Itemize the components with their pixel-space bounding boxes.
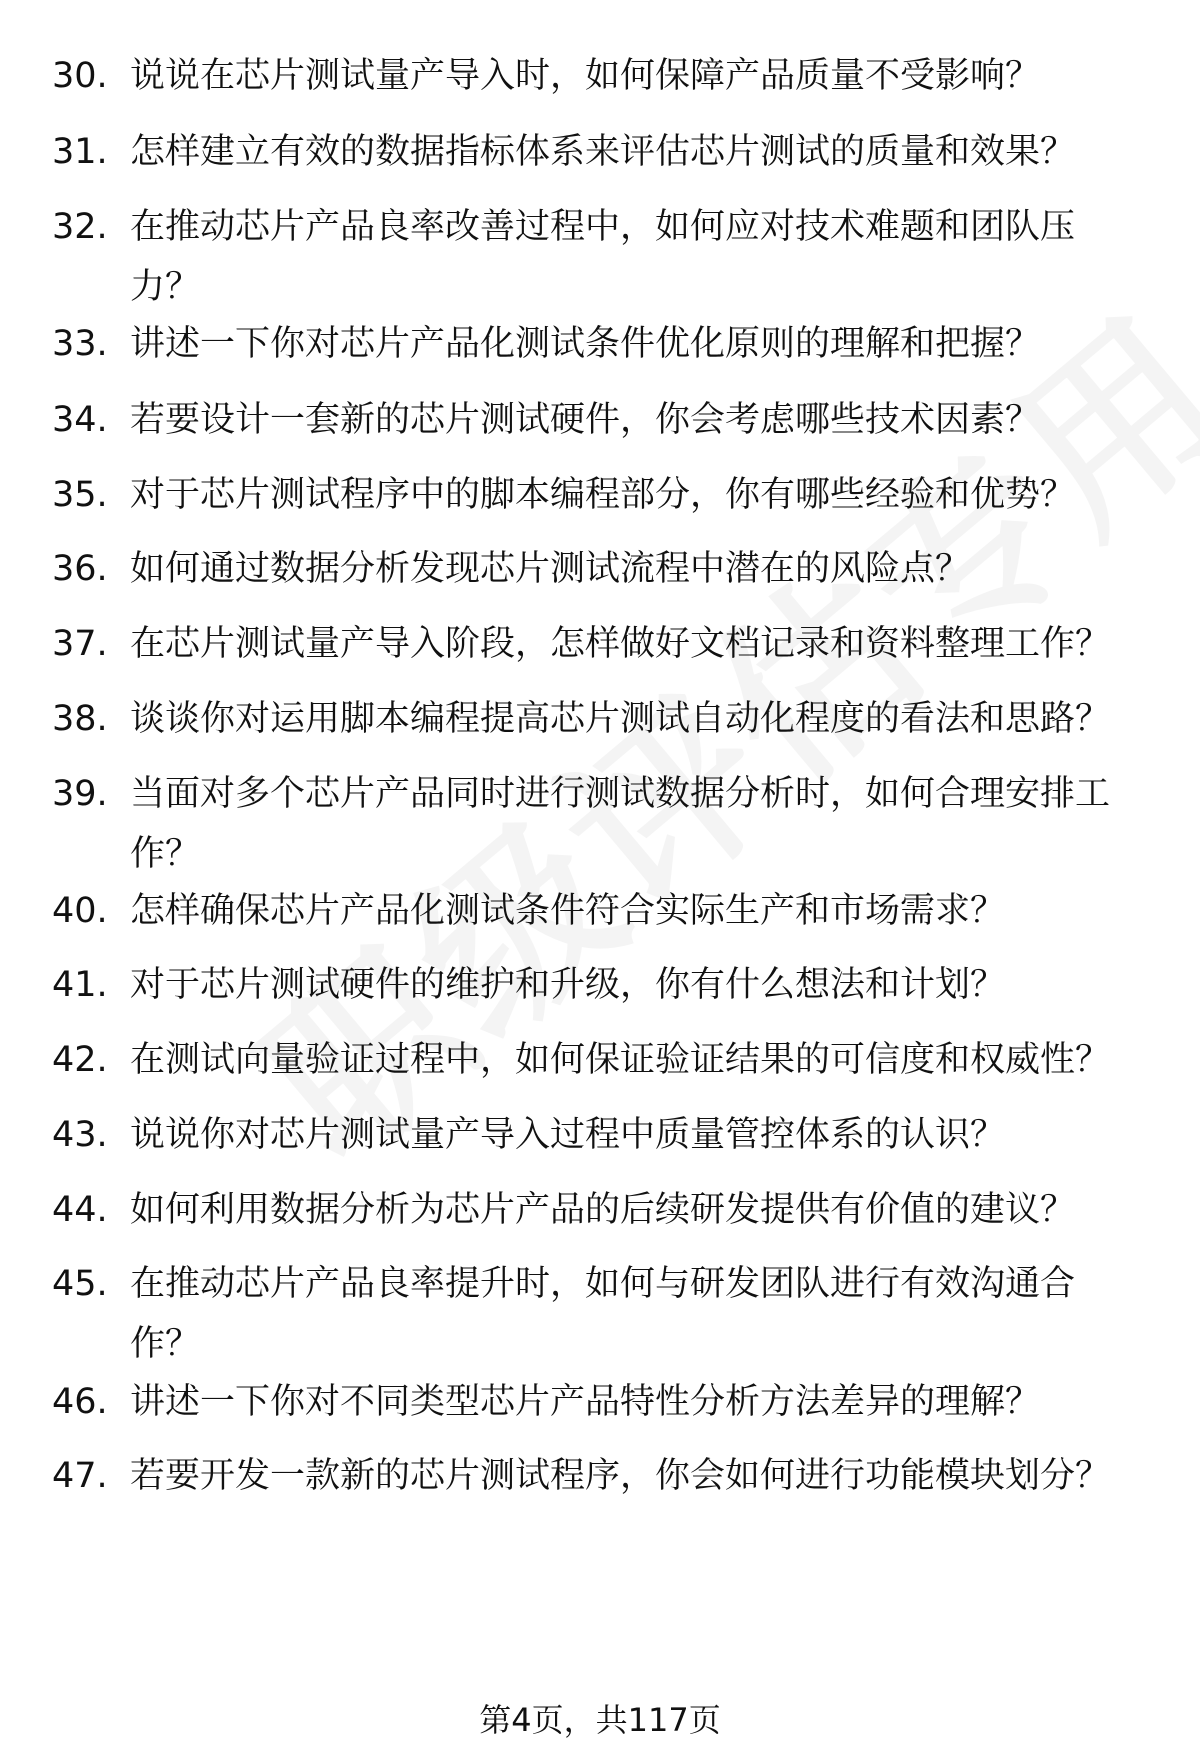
question-number: 30. (52, 56, 108, 96)
question-text: 如何通过数据分析发现芯片测试流程中潜在的风险点？ (130, 549, 971, 589)
question-text: 当面对多个芯片产品同时进行测试数据分析时，如何合理安排工 作？ (130, 774, 1111, 874)
question-text: 谈谈你对运用脚本编程提高芯片测试自动化程度的看法和思路？ (130, 699, 1111, 739)
question-number: 41. (52, 965, 108, 1005)
question-text: 对于芯片测试程序中的脚本编程部分，你有哪些经验和优势？ (130, 475, 1076, 515)
question-number: 33. (52, 324, 108, 364)
question-number: 39. (52, 774, 108, 814)
question-text: 讲述一下你对不同类型芯片产品特性分析方法差异的理解？ (130, 1382, 1041, 1422)
page-number: 第4页，共117页 (479, 1701, 721, 1739)
question-text: 在测试向量验证过程中，如何保证验证结果的可信度和权威性？ (130, 1040, 1111, 1080)
question-text: 怎样建立有效的数据指标体系来评估芯片测试的质量和效果？ (130, 132, 1076, 172)
question-number: 36. (52, 549, 108, 589)
question-number: 44. (52, 1190, 108, 1230)
question-text: 如何利用数据分析为芯片产品的后续研发提供有价值的建议？ (130, 1190, 1076, 1230)
question-text: 对于芯片测试硬件的维护和升级，你有什么想法和计划？ (130, 965, 1006, 1005)
question-text: 在芯片测试量产导入阶段，怎样做好文档记录和资料整理工作？ (130, 624, 1111, 664)
question-number: 31. (52, 132, 108, 172)
question-text: 怎样确保芯片产品化测试条件符合实际生产和市场需求？ (130, 891, 1006, 931)
question-text: 若要设计一套新的芯片测试硬件，你会考虑哪些技术因素？ (130, 400, 1041, 440)
question-text: 在推动芯片产品良率提升时，如何与研发团队进行有效沟通合 作？ (130, 1264, 1076, 1364)
question-number: 38. (52, 699, 108, 739)
question-number: 42. (52, 1040, 108, 1080)
question-number: 35. (52, 475, 108, 515)
question-text: 讲述一下你对芯片产品化测试条件优化原则的理解和把握？ (130, 324, 1041, 364)
question-number: 32. (52, 207, 108, 247)
question-number: 46. (52, 1382, 108, 1422)
question-text: 说说在芯片测试量产导入时，如何保障产品质量不受影响？ (130, 56, 1041, 96)
question-text: 说说你对芯片测试量产导入过程中质量管控体系的认识？ (130, 1115, 1006, 1155)
question-number: 45. (52, 1264, 108, 1304)
question-text: 若要开发一款新的芯片测试程序，你会如何进行功能模块划分？ (130, 1456, 1111, 1496)
question-number: 40. (52, 891, 108, 931)
question-number: 34. (52, 400, 108, 440)
question-text: 在推动芯片产品良率改善过程中，如何应对技术难题和团队压 力？ (130, 207, 1076, 307)
question-number: 43. (52, 1115, 108, 1155)
question-number: 47. (52, 1456, 108, 1496)
question-number: 37. (52, 624, 108, 664)
